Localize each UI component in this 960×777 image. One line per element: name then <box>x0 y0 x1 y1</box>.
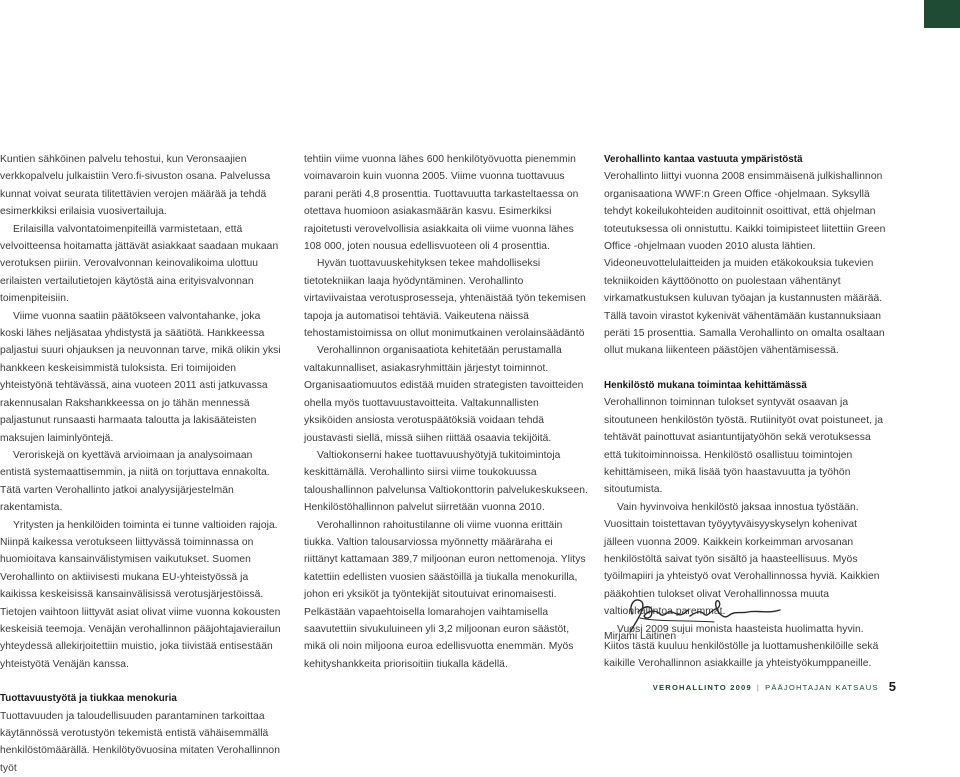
page-number: 5 <box>888 679 896 694</box>
section-heading: Tuottavuustyötä ja tiukkaa menokuria <box>0 693 177 705</box>
paragraph: tehtiin viime vuonna lähes 600 henkilötyövuotta pienemmin voimavaroin kuin vuonna 2005. Viime vuonna tuottavuus parani peräti 4,8 prosenttia. Tuottavuutta tarkasteltaessa on otettava huomioon asiakasmäärän kasvu. Esimerkiksi rajoitetusti verovelvollisia asiakkaita oli viime vuonna lähes 108 000, joten nousua edellisvuoteen oli 4 prosenttia. <box>304 154 579 253</box>
paragraph: Veroriskejä on kyettävä arvioimaan ja analysoimaan entistä systemaattisemmin, ja niitä on torjuttava ennakolta. Tätä varten Verohallinto jatkoi analyysijärjestelmän rakentamista. <box>0 449 270 514</box>
page-footer <box>600 678 896 694</box>
footer-section: PÄÄJOHTAJAN KATSAUS <box>765 683 879 692</box>
section-heading: Verohallinto kantaa vastuuta ympäristöstä <box>604 154 803 165</box>
text-column-1 <box>0 151 286 777</box>
paragraph: Verohallinnon rahoitustilanne oli viime vuonna erittäin tiukka. Valtion talousarviossa myönnetty määräraha ei riittänyt kattamaan 389,7 miljoonan euron nettomenoja. Ylitys katettiin edellisten vuosien säästöillä ja tiukalla menokurilla, johon eri yksiköt ja työntekijät sitoutuivat erinomaisesti. Pelkästään vapaehtoisella lomarahojen vaihtamisella saavutettiin sivukuluineen yli 3,2 miljoonan euron säästöt, mikä oli noin miljoona euroa edellisvuotta enemmän. Myös kehityshankkeita priorisoitiin tiukalla kädellä. <box>304 519 586 670</box>
paragraph: Verohallinto liittyi vuonna 2008 ensimmäisenä julkishallinnon organisaationa WWF:n Green Office -ohjelmaan. Syksyllä tehdyt kokeilukohteiden auditoinnit osoittivat, että ohjelman toteutuksessa oli onnistuttu. Kaikki toimipisteet liitettiin Green Office -ohjelmaan vuoden 2010 alusta lähtien. Videoneuvottelulaitteiden ja muiden etäkokouksia tukevien tekniikoiden käyttöönotto on puolestaan vähentänyt virkamatkustuksen kuluvan työajan ja kustannusten määrää. Tällä tavoin virastot kykenivät vähentämään kustannuksiaan peräti 15 prosenttia. Samalla Verohallinto on omalta osaltaan ollut mukana liikenteen päästöjen vähentämisessä. <box>604 171 886 357</box>
section-heading: Henkilöstö mukana toimintaa kehittämässä <box>604 379 807 391</box>
paragraph: Valtiokonserni hakee tuottavuushyötyjä tukitoimintoja keskittämällä. Verohallinto siirsi viime toukokuussa taloushallinnon palvelunsa Valtiokonttorin palvelukeskukseen. Henkilöstöhallinnon palvelut siirretään vuonna 2010. <box>304 449 588 514</box>
paragraph: Erilaisilla valvontatoimenpiteillä varmistetaan, että velvoitteensa hoitamatta jättävät asiakkaat saadaan mukaan verotuksen piiriin. Verovalvonnan keinovalikoima ulottuu erilaisten vertailutietojen käytöstä aina erityisvalvonnan toimenpiteisiin. <box>0 223 279 305</box>
paragraph: Hyvän tuottavuuskehityksen tekee mahdolliseksi tietotekniikan laaja hyödyntäminen. Verohallinto virtaviivaistaa verotusprosesseja, yhtenäistää työn tekemisen tapoja ja automatisoi tehtäviä. Vaikeutena näissä tehostamistoimissa on ollut monimutkainen verolainsäädäntö <box>304 258 586 340</box>
paragraph: Verohallinnon toiminnan tulokset syntyvät osaavan ja sitoutuneen henkilöstön työstä. Rutiinityöt ovat poistuneet, ja tehtävät painottuvat asiantuntijatyöhön sekä verotuksessa että tukitoiminnoissa. Henkilöstö osallistuu toimintojen kehittämiseen, mikä lisää työn haastavuutta ja työhön sitoutumista. <box>604 397 884 496</box>
footer-separator: | <box>756 683 761 692</box>
paragraph: Verohallinnon organisaatiota kehitetään perustamalla valtakunnalliset, asiakasryhmittäin järjestyt toiminnot. Organisaatiomuutos edistää muiden strategisten tavoitteiden ohella myös tuottavuustavoitteita. Valtakunnallisten yksiköiden ansiosta verotuspäätöksiä voidaan tehdä joustavasti siellä, missä siihen riittää osaavia tekijöitä. <box>304 345 584 444</box>
paragraph: Vuosi 2009 sujui monista haasteista huolimatta hyvin. Kiitos tästä kuuluu henkilöstölle ja luottamushenkilöille sekä kaikille Verohallinnon asiakkaille ja yhteistyökumppaneille. <box>604 623 879 670</box>
paragraph: Vain hyvinvoiva henkilöstö jaksaa innostua työstään. Vuosittain toistettavan työyytyväisyyskyselyn kohenivat jälleen vuonna 2009. Kaikkein korkeimman arvosanan henkilöstöltä saivat työn sisältö ja haasteellisuus. Myös työilmapiiri ja yhteistyö ovat Verohallinnossa hyviä. Kaikkien pääkohtien tulokset olivat Verohallinnossa muuta valtionhallintoa paremmat. <box>604 501 880 618</box>
paragraph: Tuottavuuden ja taloudellisuuden parantaminen tarkoittaa käytännössä verotustyön tekemistä entistä vähäisemmällä henkilöstömäärällä. Henkilötyövuosina mitaten Verohallinnon työt <box>0 710 280 774</box>
corner-color-block <box>924 0 960 28</box>
text-column-2 <box>304 151 588 673</box>
footer-brand: VEROHALLINTO 2009 <box>652 683 752 692</box>
signer-name: Mirjami Laitinen <box>604 631 677 642</box>
paragraph: Viime vuonna saatiin päätökseen valvontahanke, joka koski lähes neljäsataa yhdistystä ja säätiötä. Hankkeessa paljastui suuri ohjauksen ja neuvonnan tarve, mikä olikin yksi hankkeen keskeisimmistä tuloksista. Eri toimijoiden yhteistyönä tehtävässä, aina vuoteen 2011 asti jatkuvassa rakennusalan Rakshankkeessa on jo tähän mennessä paljastunut runsaasti harmaata taloutta ja lakisääteisten maksujen laiminlyöntejä. <box>0 310 281 444</box>
paragraph: Kuntien sähköinen palvelu tehostui, kun Veronsaajien verkkopalvelu julkaistiin Vero.fi-sivuston osana. Palvelussa kunnat voivat seurata tilitettävien verojen määrää ja tehdä esimerkkiksi erilaisia vuosivertailuja. <box>0 154 271 218</box>
paragraph: Yritysten ja henkilöiden toiminta ei tunne valtioiden rajoja. Niinpä kaikessa verotukseen liittyvässä toiminnassa on huomioitava kansainvälistymisen vaikutukset. Suomen Verohallinto on aktiivisesti mukana EU-yhteistyössä ja kaikissa keskeisissä kansainvälisissä verotusjärjestöissä. Tietojen vaihtoon liittyvät asiat olivat viime vuonna kokousten keskeisiä teemoja. Venäjän verohallinnon pääjohtajavierailun yhteydessä allekirjoitettiin muistio, joka tiivistää entisestään yhteistyötä Venäjän kanssa. <box>0 519 281 670</box>
